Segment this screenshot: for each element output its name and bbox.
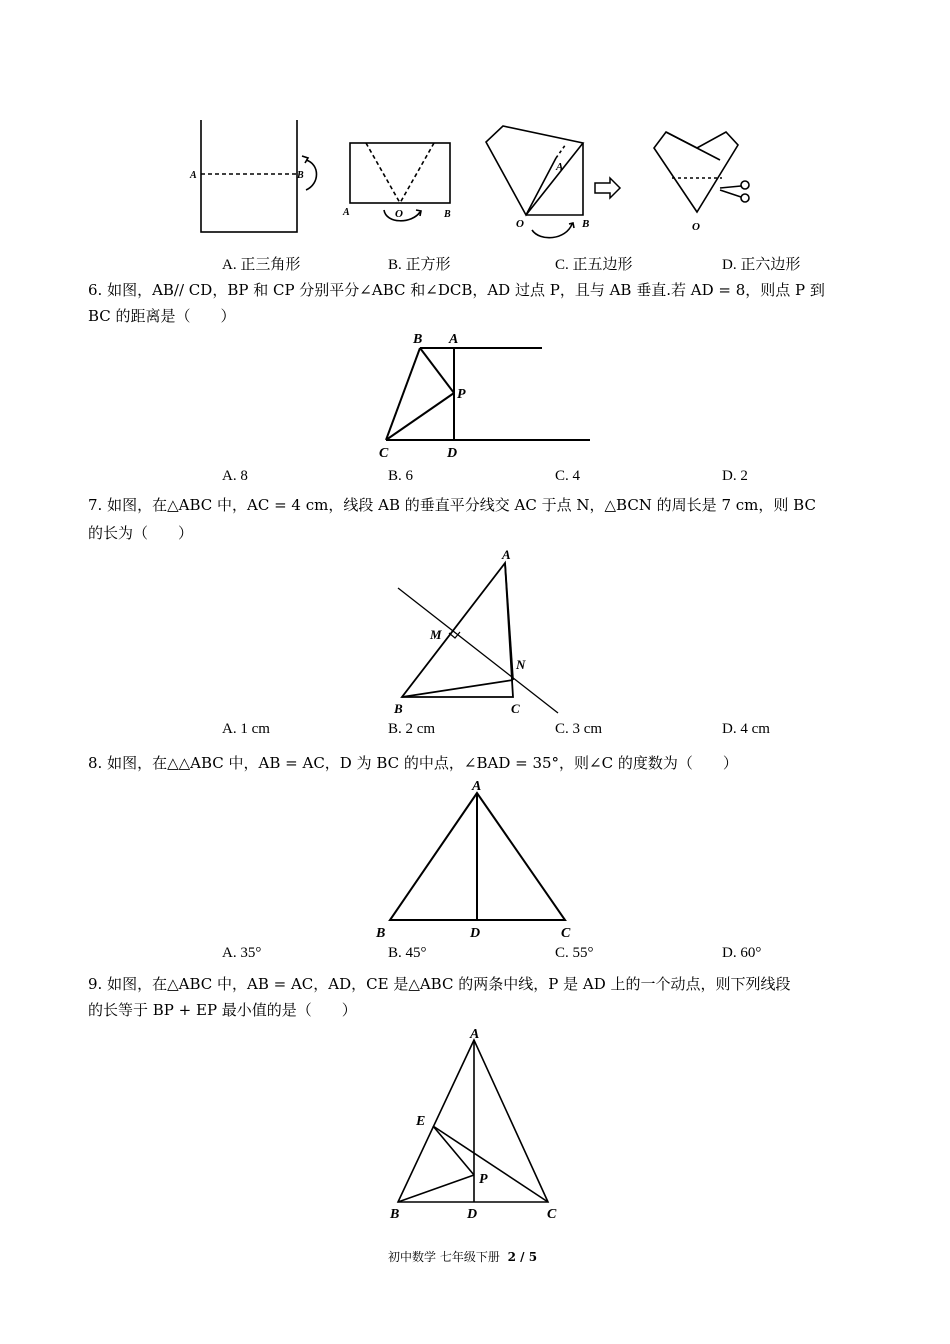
q8-label-c: C [561, 926, 571, 941]
right-arrow-icon [595, 178, 620, 198]
q5-fig1-label-a: A [190, 170, 197, 181]
q9-label-p: P [479, 1172, 488, 1187]
q5-fig3-label-o: O [516, 218, 524, 230]
q8-option-c[interactable]: C. 55° [555, 945, 594, 961]
q9-figure [380, 1020, 580, 1225]
q6-option-c[interactable]: C. 4 [555, 468, 581, 484]
footer-text: 初中数学 七年级下册 [388, 1250, 500, 1264]
q5-option-d[interactable]: D. 正六边形 [722, 257, 801, 273]
q6-label-p: P [457, 387, 466, 402]
q8-option-d[interactable]: D. 60° [722, 945, 762, 961]
q7-figure [390, 545, 570, 720]
q9-label-a: A [470, 1027, 480, 1042]
q7-question-line2: 的长为（ ） [88, 524, 194, 542]
q6-option-b[interactable]: B. 6 [388, 468, 414, 484]
page-footer [388, 1248, 537, 1265]
q7-label-n: N [516, 657, 526, 672]
q7-label-a: A [502, 547, 511, 562]
q5-option-c[interactable]: C. 正五边形 [555, 257, 633, 273]
q7-option-b[interactable]: B. 2 cm [388, 721, 436, 737]
q7-label-c: C [511, 701, 520, 716]
q6-option-a[interactable]: A. 8 [222, 468, 248, 484]
q9-question-line1: 9. 如图，在△ABC 中，AB = AC，AD，CE 是△ABC 的两条中线，P 是 AD 上的一个动点，则下列线段 [88, 975, 791, 993]
q7-label-b: B [394, 701, 403, 716]
q7-option-c[interactable]: C. 3 cm [555, 721, 603, 737]
q5-figure-4 [654, 132, 749, 212]
q8-figure [370, 775, 580, 945]
q7-question-line1: 7. 如图，在△ABC 中，AC = 4 cm，线段 AB 的垂直平分线交 AC 于点 N，△BCN 的周长是 7 cm，则 BC [88, 496, 816, 514]
q6-figure [370, 325, 600, 465]
q5-fig3-label-b: B [582, 218, 590, 230]
q9-label-e: E [416, 1114, 426, 1129]
q9-label-b: B [390, 1207, 400, 1222]
q8-label-a: A [472, 779, 482, 794]
q5-figures [180, 120, 780, 245]
q6-label-d: D [447, 446, 458, 461]
q5-fig2-label-o: O [395, 208, 403, 220]
q8-option-b[interactable]: B. 45° [388, 945, 427, 961]
q7-option-d[interactable]: D. 4 cm [722, 721, 770, 737]
q9-label-d: D [467, 1207, 478, 1222]
q5-option-b[interactable]: B. 正方形 [388, 257, 451, 273]
q8-option-a[interactable]: A. 35° [222, 945, 262, 961]
q5-figure-3 [486, 126, 583, 238]
q5-fig3-label-a: A [556, 161, 564, 173]
q7-option-a[interactable]: A. 1 cm [222, 721, 270, 737]
q5-fig2-label-a: A [343, 207, 350, 218]
q6-question-line1: 6. 如图，AB// CD，BP 和 CP 分别平分∠ABC 和∠DCB，AD 过点 P，且与 AB 垂直.若 AD = 8，则点 P 到 [88, 281, 825, 299]
footer-page-number: 2 / 5 [507, 1250, 538, 1264]
q5-fig1-label-b: B [297, 170, 304, 181]
q6-label-b: B [413, 332, 423, 347]
q8-question-line1: 8. 如图，在△△ABC 中，AB = AC，D 为 BC 的中点，∠BAD = 35°，则∠C 的度数为（ ） [88, 754, 738, 772]
q6-label-a: A [449, 332, 459, 347]
q6-option-d[interactable]: D. 2 [722, 468, 748, 484]
q7-label-m: M [430, 627, 442, 642]
q8-label-b: B [376, 926, 386, 941]
q6-label-c: C [379, 446, 389, 461]
q8-label-d: D [470, 926, 481, 941]
q9-label-c: C [547, 1207, 557, 1222]
q6-question-line2: BC 的距离是（ ） [88, 307, 236, 325]
q5-option-a[interactable]: A. 正三角形 [222, 257, 301, 273]
q5-fig2-label-b: B [444, 209, 451, 220]
q5-fig4-label-o: O [692, 221, 700, 233]
q9-question-line2: 的长等于 BP + EP 最小值的是（ ） [88, 1001, 357, 1019]
